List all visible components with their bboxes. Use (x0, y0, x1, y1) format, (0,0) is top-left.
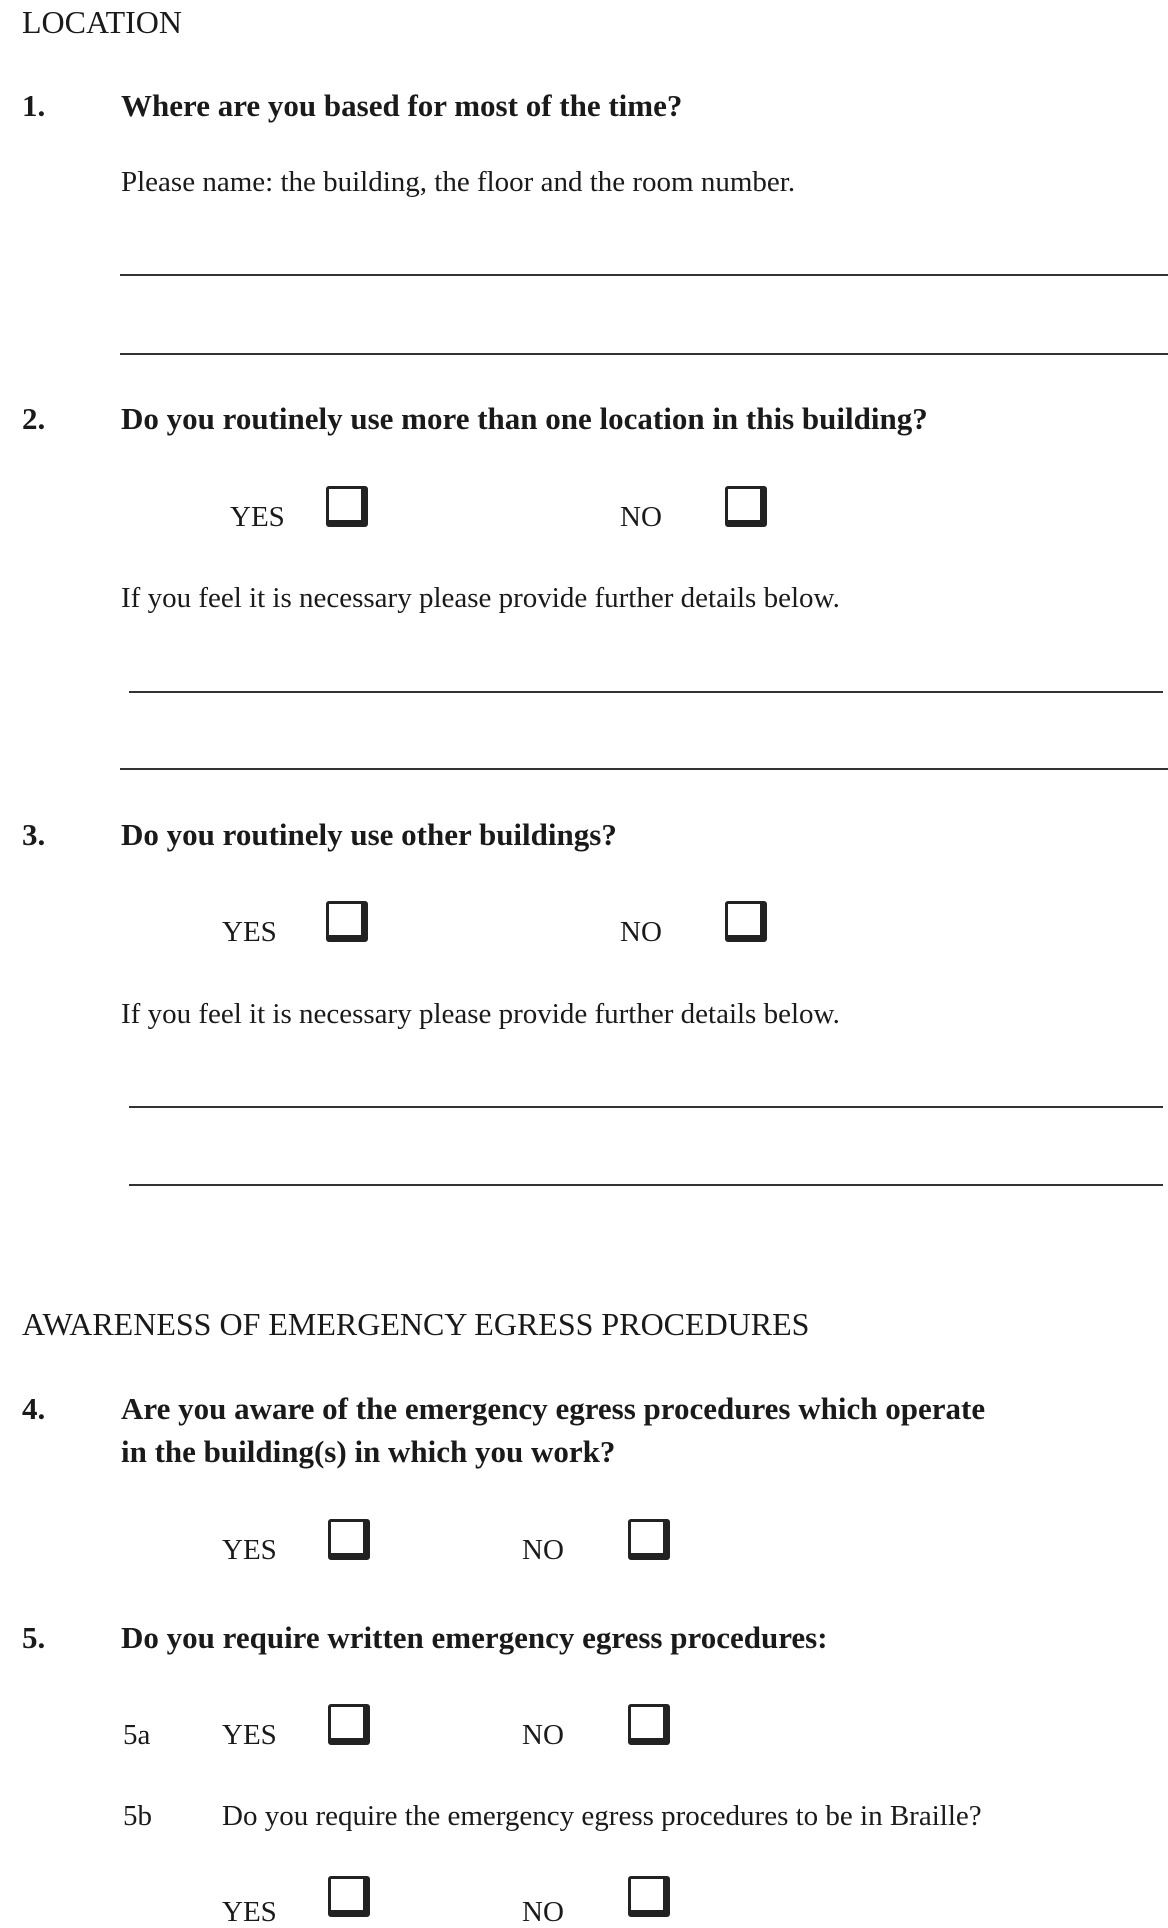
q5b-label: 5b (123, 1800, 152, 1832)
q2-instruction: If you feel it is necessary please provide further details below. (121, 582, 840, 614)
q5a-no-checkbox[interactable] (628, 1704, 670, 1745)
q5-text: Do you require written emergency egress procedures: (121, 1620, 828, 1655)
q4-yes-checkbox[interactable] (328, 1519, 370, 1560)
q3-answer-line-2[interactable] (129, 1184, 1163, 1186)
q2-no-checkbox[interactable] (725, 486, 767, 527)
q2-yes-label: YES (230, 501, 285, 533)
q1-number: 1. (22, 88, 46, 123)
q5b-yes-label: YES (222, 1896, 277, 1928)
q1-text: Where are you based for most of the time? (121, 88, 683, 123)
q2-text: Do you routinely use more than one location in this building? (121, 401, 928, 436)
q2-no-label: NO (620, 501, 662, 533)
q5a-yes-label: YES (222, 1719, 277, 1751)
q1-answer-line-1[interactable] (120, 274, 1168, 276)
q5a-yes-checkbox[interactable] (328, 1704, 370, 1745)
q2-answer-line-1[interactable] (129, 691, 1163, 693)
q5b-no-label: NO (522, 1896, 564, 1928)
q3-no-label: NO (620, 916, 662, 948)
q4-yes-label: YES (222, 1534, 277, 1566)
q4-no-checkbox[interactable] (628, 1519, 670, 1560)
q1-answer-line-2[interactable] (120, 353, 1168, 355)
q3-no-checkbox[interactable] (725, 901, 767, 942)
q2-number: 2. (22, 401, 46, 436)
q5b-no-checkbox[interactable] (628, 1876, 670, 1917)
q3-answer-line-1[interactable] (129, 1106, 1163, 1108)
q3-number: 3. (22, 817, 46, 852)
q4-number: 4. (22, 1391, 46, 1426)
section-heading-location: LOCATION (22, 4, 182, 40)
q3-yes-checkbox[interactable] (326, 901, 368, 942)
q5b-text: Do you require the emergency egress procedures to be in Braille? (222, 1800, 982, 1832)
section-heading-awareness: AWARENESS OF EMERGENCY EGRESS PROCEDURES (22, 1306, 810, 1342)
q5a-no-label: NO (522, 1719, 564, 1751)
q3-yes-label: YES (222, 916, 277, 948)
q2-yes-checkbox[interactable] (326, 486, 368, 527)
q2-answer-line-2[interactable] (120, 768, 1168, 770)
q5b-yes-checkbox[interactable] (328, 1876, 370, 1917)
q5-number: 5. (22, 1620, 46, 1655)
q5a-label: 5a (123, 1719, 151, 1751)
q4-no-label: NO (522, 1534, 564, 1566)
q4-text-line-1: Are you aware of the emergency egress procedures which operate (121, 1391, 986, 1426)
q4-text-line-2: in the building(s) in which you work? (121, 1434, 616, 1469)
q3-text: Do you routinely use other buildings? (121, 817, 617, 852)
q3-instruction: If you feel it is necessary please provide further details below. (121, 998, 840, 1030)
q1-instruction: Please name: the building, the floor and the room number. (121, 166, 796, 198)
